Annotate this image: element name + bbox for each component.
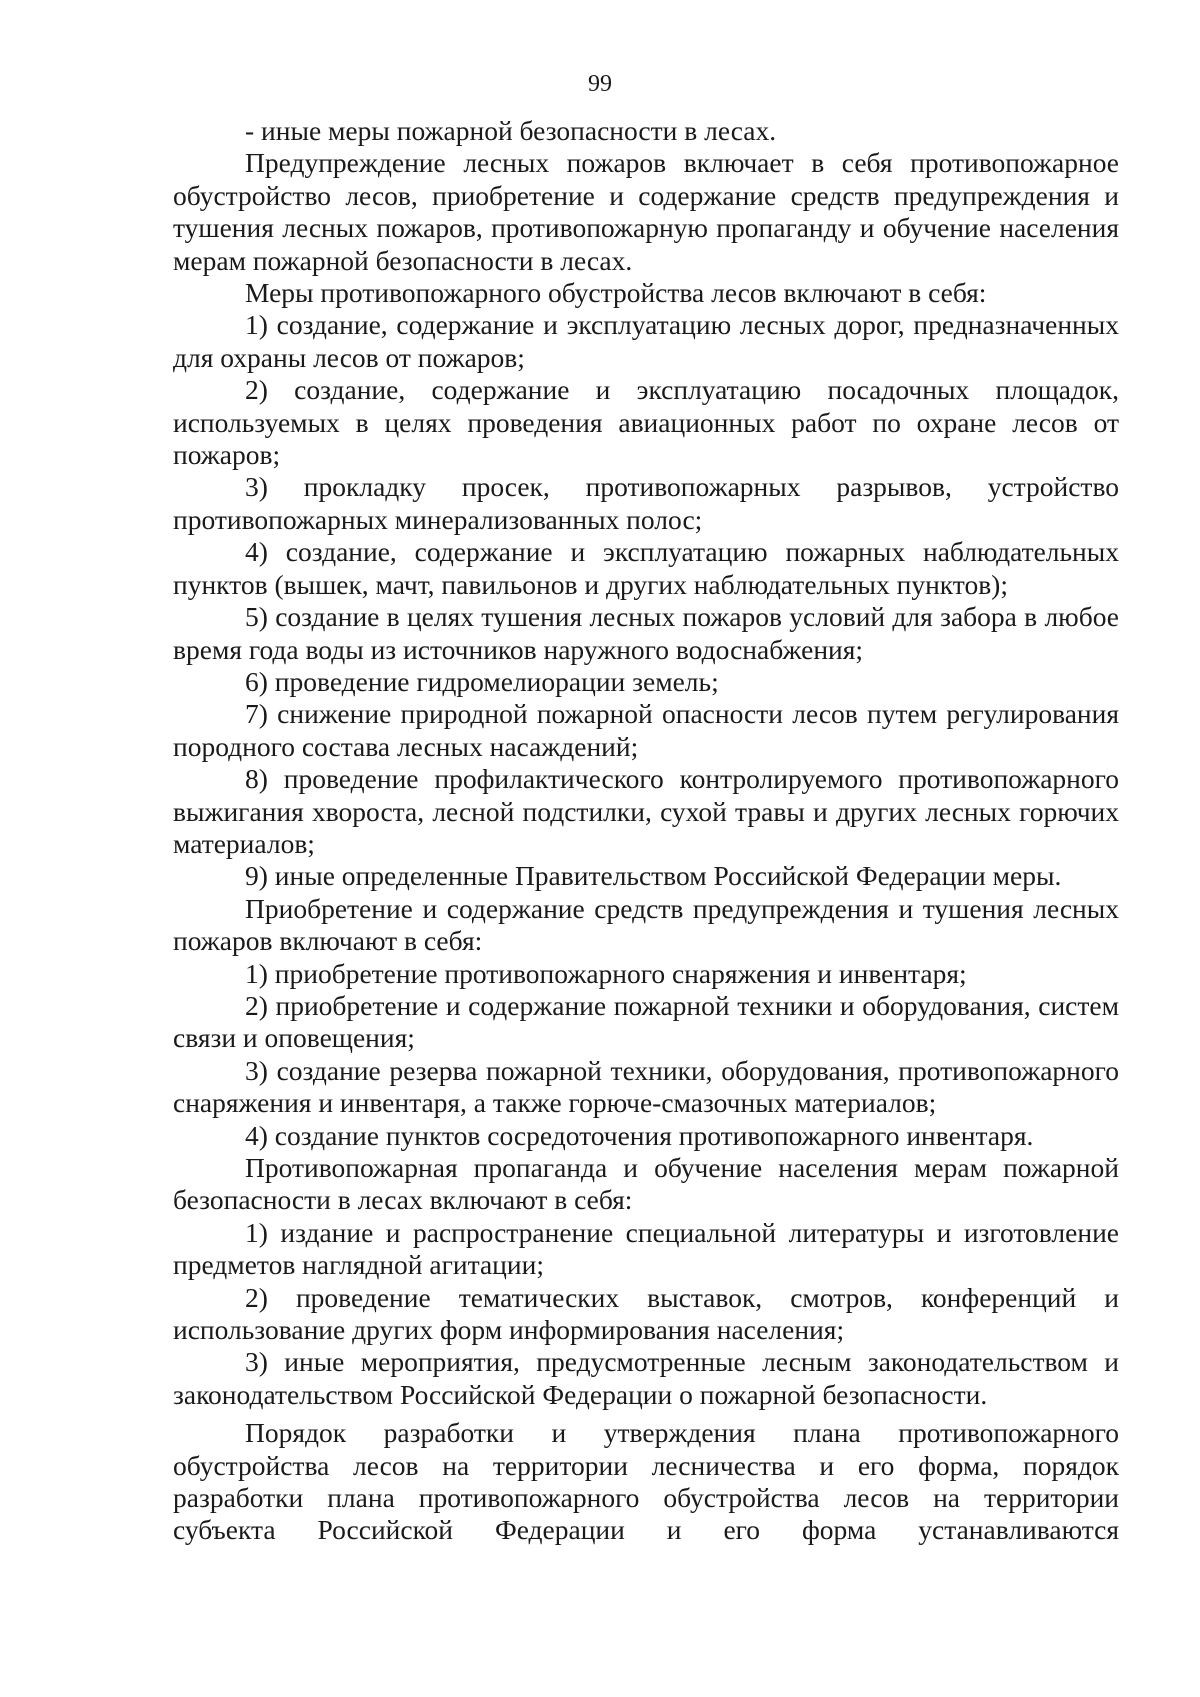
list-item-concentration-points: 4) создание пунктов сосредоточения противопожарного инвентаря.	[245, 1119, 1034, 1151]
list-item-hazard-reduction: 7) снижение природной пожарной опасности лесов путем регулирования породного состава лесных насаждений;	[173, 698, 1119, 762]
paragraph-arrangement-measures-intro: Меры противопожарного обустройства лесов включают в себя:	[245, 277, 987, 309]
paragraph-propaganda-intro: Противопожарная пропаганда и обучение населения мерам пожарной безопасности в лесах включают в себя:	[173, 1152, 1119, 1216]
list-item-forest-roads: 1) создание, содержание и эксплуатацию лесных дорог, предназначенных для охраны лесов от пожаров;	[173, 309, 1119, 373]
list-item-equipment-purchase: 1) приобретение противопожарного снаряжения и инвентаря;	[245, 957, 967, 989]
list-item-observation-points: 4) создание, содержание и эксплуатацию пожарных наблюдательных пунктов (вышек, мачт, павильонов и других наблюдательных пунктов);	[173, 536, 1119, 600]
list-item-literature: 1) издание и распространение специальной литературы и изготовление предметов наглядной агитации;	[173, 1216, 1119, 1281]
list-item-landing-sites: 2) создание, содержание и эксплуатацию посадочных площадок, используемых в целях проведения авиационных работ по охране лесов от пожаров;	[173, 374, 1119, 471]
list-item-hydromelioration: 6) проведение гидромелиорации земель;	[245, 665, 719, 697]
list-item-fire-machinery: 2) приобретение и содержание пожарной техники и оборудования, систем связи и оповещения;	[173, 989, 1119, 1054]
list-item-controlled-burning: 8) проведение профилактического контролируемого противопожарного выжигания хвороста, лесной подстилки, сухой травы и других лесных горючих материалов;	[173, 763, 1119, 859]
list-item-clearings: 3) прокладку просек, противопожарных разрывов, устройство противопожарных минерализованных полос;	[173, 471, 1119, 535]
paragraph-fire-prevention: Предупреждение лесных пожаров включает в себя противопожарное обустройство лесов, приобретение и содержание средств предупреждения и тушения лесных пожаров, противопожарную пропаганду и обучение населения мерам пожарной безопасности в лесах.	[173, 147, 1119, 276]
list-item-reserve: 3) создание резерва пожарной техники, оборудования, противопожарного снаряжения и инвентаря, а также горюче-смазочных материалов;	[173, 1054, 1119, 1119]
paragraph-fire-safety-measures: - иные меры пожарной безопасности в лесах.	[245, 115, 777, 146]
list-item-other-activities: 3) иные мероприятия, предусмотренные лесным законодательством и законодательством Российской Федерации о пожарной безопасности.	[173, 1346, 1119, 1410]
list-item-exhibitions: 2) проведение тематических выставок, смотров, конференций и использование других форм информирования населения;	[173, 1281, 1119, 1346]
list-item-water-supply: 5) создание в целях тушения лесных пожаров условий для забора в любое время года воды из источников наружного водоснабжения;	[173, 601, 1119, 665]
paragraph-plan-procedure: Порядок разработки и утверждения плана противопожарного обустройства лесов на территории лесничества и его форма, порядок разработки плана противопожарного обустройства лесов на территории субъекта Российской Федерации и его форма устанавливаются	[173, 1417, 1119, 1546]
list-item-other-government-measures: 9) иные определенные Правительством Российской Федерации меры.	[245, 860, 1062, 892]
page-number: 99	[588, 71, 612, 97]
paragraph-equipment-intro: Приобретение и содержание средств предупреждения и тушения лесных пожаров включают в себя:	[173, 892, 1119, 957]
document-body	[173, 115, 1119, 1547]
